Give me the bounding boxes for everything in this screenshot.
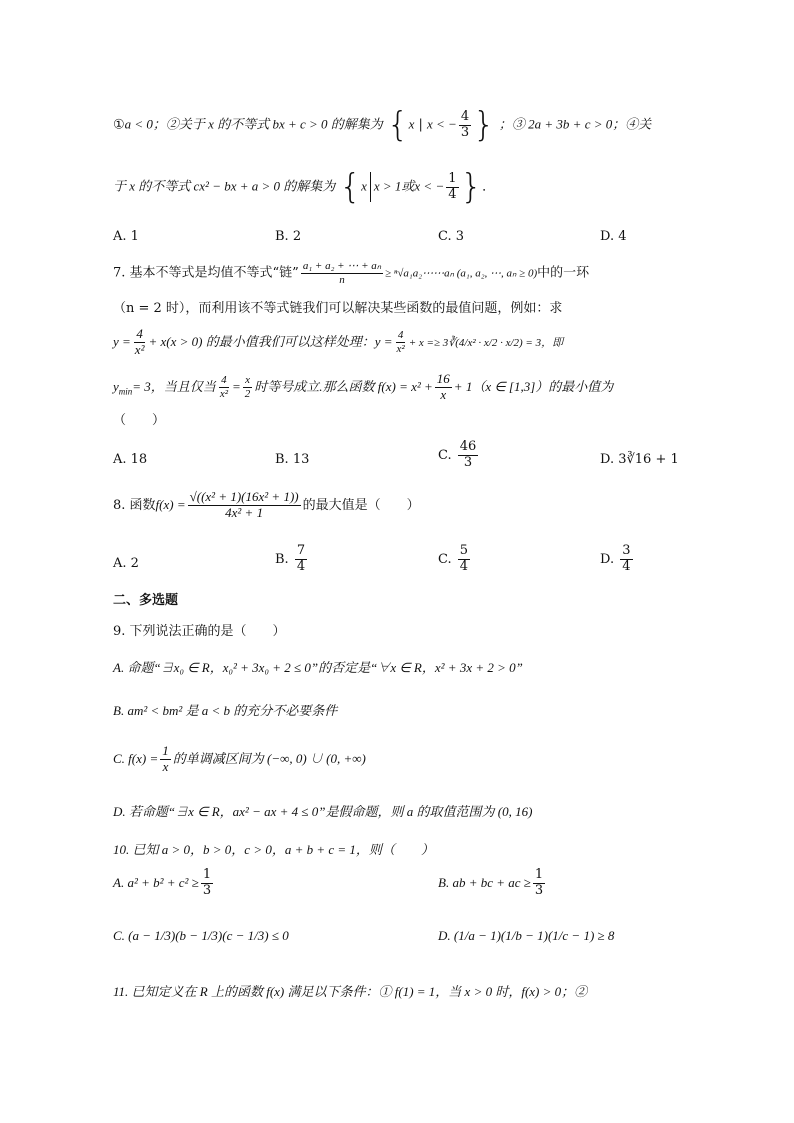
q8-option-d-frac [620, 544, 632, 575]
set1-den: 3 [460, 124, 470, 140]
q6-line1 [113, 105, 652, 145]
q7-line3-tail: ≥ 3∛(4/x² · x/2 · x/2) = 3，即 [433, 336, 564, 349]
q7-eq-frac-left [218, 374, 230, 400]
q6-option-a[interactable]: A. 1 [113, 229, 139, 244]
q7-frac-2-den: x² [396, 342, 405, 355]
q10-option-a-frac [201, 868, 213, 899]
q7-line4-b: 时等号成立.那么函数 f(x) = x² + [254, 378, 433, 394]
q9-option-c-den: x [162, 758, 169, 774]
set1-frac [459, 110, 471, 141]
q8-stem-end: 的最大值是（ ） [302, 497, 420, 513]
q7-option-c-den: 3 [463, 454, 473, 470]
q8-option-c[interactable] [438, 544, 472, 575]
set1-cond: x < − [427, 116, 457, 132]
q10-option-a-den: 3 [202, 882, 212, 898]
q7-y: y = [113, 333, 131, 349]
bar: | [414, 117, 428, 133]
q7-frac-1 [133, 327, 147, 358]
q10-option-a-start: A. a² + b² + c² ≥ [113, 874, 199, 890]
q6-line2-prefix: 于 x 的不等式 cx² − bx + a > 0 的解集为 [113, 178, 336, 194]
q7-line4 [113, 372, 613, 403]
q7-mean-frac [301, 260, 383, 286]
q7-16x-num: 16 [436, 371, 450, 386]
q9-option-d[interactable]: D. 若命题“∃x ∈ R，ax² − ax + 4 ≤ 0”是假命题，则 a 的取值范围为 (0, 16) [113, 804, 533, 819]
q7-option-d[interactable]: D. 3∛16 + 1 [600, 452, 679, 467]
set2-num: 1 [448, 170, 457, 186]
q9-option-c-start: C. f(x) = [113, 750, 159, 766]
q10-option-a[interactable] [113, 868, 215, 899]
q8-option-d-den: 4 [622, 558, 631, 574]
q8-option-d[interactable] [600, 544, 635, 575]
q8-f: f(x) = [155, 496, 186, 512]
q10-stem: 10. 已知 a > 0，b > 0，c > 0，a + b + c = 1，则（ ） [113, 842, 434, 857]
q7-mean-num: a₁ + a₂ + ⋯ + aₙ [302, 260, 382, 272]
set2-frac [446, 172, 458, 203]
q8-option-d-num: 3 [622, 543, 631, 558]
set2-cond: x > 1或x < − [373, 178, 445, 194]
q11-stem: 11. 已知定义在 R 上的函数 f(x) 满足以下条件：① f(1) = 1，当 x > 0 时，f(x) > 0；② [113, 984, 588, 999]
q8-option-a[interactable]: A. 2 [113, 556, 139, 571]
q8-stem-start: 8. 函数 [113, 497, 156, 513]
q8-option-b[interactable] [275, 544, 309, 575]
q7-line3-mid: + x(x > 0) 的最小值我们可以这样处理：y = [148, 333, 393, 349]
q8-den: 4x² + 1 [225, 504, 264, 520]
q10-option-a-num: 1 [202, 867, 212, 882]
q10-option-b-start: B. ab + bc + ac ≥ [438, 874, 531, 890]
left-brace: { [386, 105, 409, 145]
q7-eq-left-num: 4 [221, 374, 227, 387]
q9-option-a[interactable]: A. 命题“∃x₀ ∈ R，x₀² + 3x₀ + 2 ≤ 0”的否定是“∀x ∈ R，x² + 3x + 2 > 0” [113, 660, 523, 675]
q7-line3-expr: + x = [408, 336, 434, 349]
q7-ymin-sub: min [118, 386, 133, 397]
q8-stem [113, 490, 420, 521]
q7-option-c-frac [458, 440, 479, 471]
q7-frac-1-den: x² [134, 341, 145, 357]
q7-16x-frac [435, 372, 452, 403]
q10-option-b-num: 1 [534, 867, 544, 882]
q9-option-c[interactable] [113, 744, 366, 775]
q7-line1 [113, 260, 589, 286]
q7-line4-a: = 3，当且仅当 [132, 378, 216, 394]
set1-var: x [408, 116, 415, 132]
set2-var: x [361, 178, 367, 194]
q7-frac-1-num: 4 [136, 326, 143, 341]
q10-option-b-frac [533, 868, 545, 899]
q6-items: a < 0；②关于 x 的不等式 bx + c > 0 的解集为 [124, 116, 383, 132]
q7-line1-end: 中的一环 [537, 265, 590, 281]
q8-num: √((x² + 1)(16x² + 1)) [189, 489, 299, 504]
q7-line1-start: 7. 基本不等式是均值不等式“链” [113, 265, 299, 281]
set-bar [370, 172, 371, 202]
q6-option-d[interactable]: D. 4 [600, 229, 627, 244]
q7-line3 [113, 327, 563, 358]
q6-after2: ． [482, 179, 496, 195]
q7-option-c-num: 46 [459, 439, 477, 454]
q7-mean-den: n [339, 273, 345, 286]
q7-eq-frac-right [243, 374, 253, 400]
q9-stem: 9. 下列说法正确的是（ ） [113, 624, 286, 639]
q7-frac-2 [395, 329, 407, 355]
q7-option-a[interactable]: A. 18 [113, 452, 148, 467]
q7-frac-2-num: 4 [397, 329, 404, 342]
q8-frac [188, 490, 301, 521]
circled-1: ① [113, 117, 125, 133]
q6-line2 [113, 167, 496, 207]
q6-option-b[interactable]: B. 2 [275, 229, 302, 244]
right-brace: } [473, 105, 495, 145]
q7-eq-sign: = [232, 378, 241, 394]
q8-option-c-num: 5 [459, 543, 469, 558]
q8-option-b-den: 4 [296, 558, 306, 574]
q10-option-b-den: 3 [534, 882, 544, 898]
q9-option-c-end: 的单调减区间为 (−∞, 0) ∪ (0, +∞) [172, 750, 366, 766]
q7-eq-left-den: x² [219, 387, 228, 400]
q7-option-b[interactable]: B. 13 [275, 452, 310, 467]
q7-line2: （n = 2 时），而利用该不等式链我们可以解决某些函数的最值问题，例如：求 [113, 301, 563, 316]
q10-option-d[interactable]: D. (1/a − 1)(1/b − 1)(1/c − 1) ≥ 8 [438, 928, 615, 943]
set1-num: 4 [460, 108, 470, 124]
q7-eq-right-num: x [245, 374, 250, 387]
q8-option-b-num: 7 [296, 543, 306, 558]
q7-ymin [113, 378, 133, 397]
q7-line4-c: + 1（x ∈ [1,3]）的最小值为 [453, 378, 614, 394]
section-title-multi-choice: 二、多选题 [113, 593, 179, 608]
set2-den: 4 [448, 186, 457, 202]
q7-option-c[interactable] [438, 440, 480, 471]
right-brace: } [460, 167, 483, 207]
q7-line5: （ ） [113, 413, 166, 428]
q7-16x-den: x [440, 386, 447, 402]
q7-option-c-label: C. [438, 447, 452, 463]
q6-after1: ；③ 2a + 3b + c > 0；④关 [498, 116, 652, 132]
q8-option-d-label: D. [600, 551, 615, 567]
q8-option-c-label: C. [438, 551, 452, 567]
left-brace: { [339, 167, 362, 207]
q7-ymin-y: y [113, 378, 119, 394]
q8-option-b-frac [295, 544, 307, 575]
q8-option-c-frac [458, 544, 470, 575]
q7-line1-mid: ≥ ⁿ√a₁a₂⋯⋯aₙ (a₁, a₂, ⋯, aₙ ≥ 0) [385, 267, 538, 280]
q10-option-b[interactable] [438, 868, 547, 899]
q9-option-c-frac [160, 744, 171, 775]
q8-option-b-label: B. [275, 551, 289, 567]
q10-option-c[interactable]: C. (a − 1/3)(b − 1/3)(c − 1/3) ≤ 0 [113, 928, 289, 943]
q6-option-c[interactable]: C. 3 [438, 229, 465, 244]
q9-option-c-num: 1 [162, 743, 169, 758]
q7-eq-right-den: 2 [244, 387, 251, 400]
q8-option-c-den: 4 [459, 558, 469, 574]
q9-option-b[interactable]: B. am² < bm² 是 a < b 的充分不必要条件 [113, 703, 338, 718]
